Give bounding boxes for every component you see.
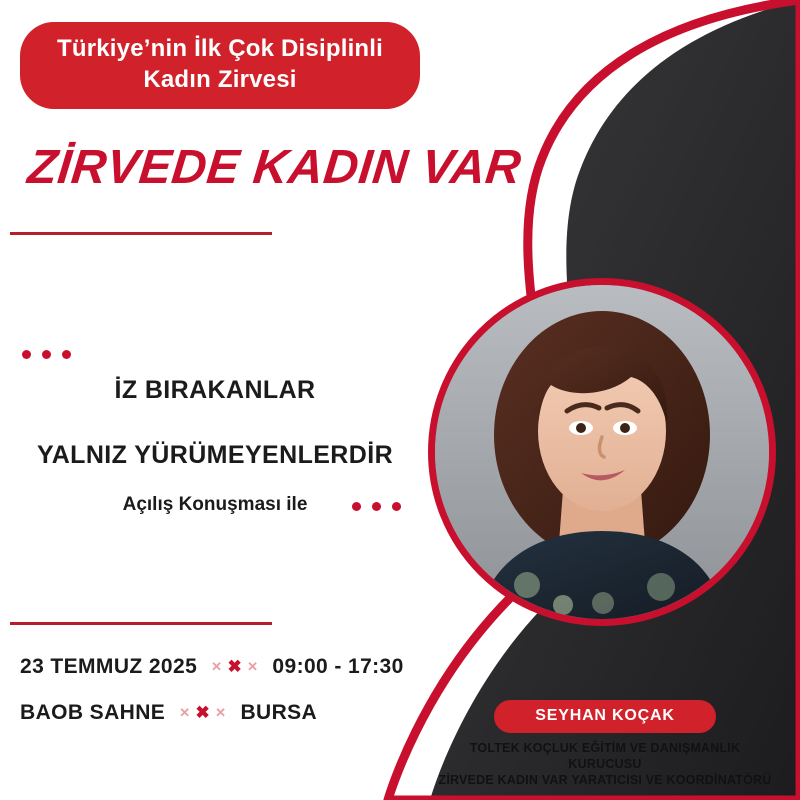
separator-icon: ✕ ✖ ✕: [179, 703, 227, 722]
top-heading-pill: [20, 22, 420, 109]
speaker-credits: [410, 740, 800, 788]
event-venue-row: [20, 701, 404, 725]
speaker-credit-line-1: TOLTEK KOÇLUK EĞİTİM VE DANIŞMANLIK: [469, 741, 741, 755]
speaker-credit-line-3: ZİRVEDE KADIN VAR YARATICISI VE KOORDİNATÖRÜ: [438, 773, 772, 787]
dot-cluster-left: [22, 350, 71, 359]
event-details: [20, 655, 404, 747]
page-title: ZİRVEDE KADIN VAR: [25, 141, 524, 194]
event-time: 09:00 - 17:30: [272, 655, 404, 678]
event-venue: BAOB SAHNE: [20, 701, 166, 724]
slogan-line-1: İZ BIRAKANLAR: [114, 376, 316, 404]
portrait-image: [435, 285, 769, 619]
top-heading-line-1: Türkiye’nin İlk Çok Disiplinli: [56, 35, 384, 62]
top-heading-line-2: Kadın Zirvesi: [143, 65, 297, 93]
dot-cluster-middle: [352, 502, 401, 511]
event-city: BURSA: [240, 701, 318, 724]
speaker-name-badge: SEYHAN KOÇAK: [494, 700, 716, 733]
divider-top: [10, 232, 272, 235]
event-date-time-row: [20, 655, 404, 679]
slogan-line-2: YALNIZ YÜRÜMEYENLERDİR: [36, 441, 394, 469]
speaker-credit-line-2: KURUCUSU: [568, 757, 642, 771]
event-date: 23 TEMMUZ 2025: [20, 655, 198, 678]
slogan-line-3: Açılış Konuşması ile: [122, 494, 308, 515]
separator-icon: ✕ ✖ ✕: [211, 657, 259, 676]
divider-bottom: [10, 622, 272, 625]
slogan-block: [0, 376, 430, 516]
speaker-portrait: [428, 278, 776, 626]
